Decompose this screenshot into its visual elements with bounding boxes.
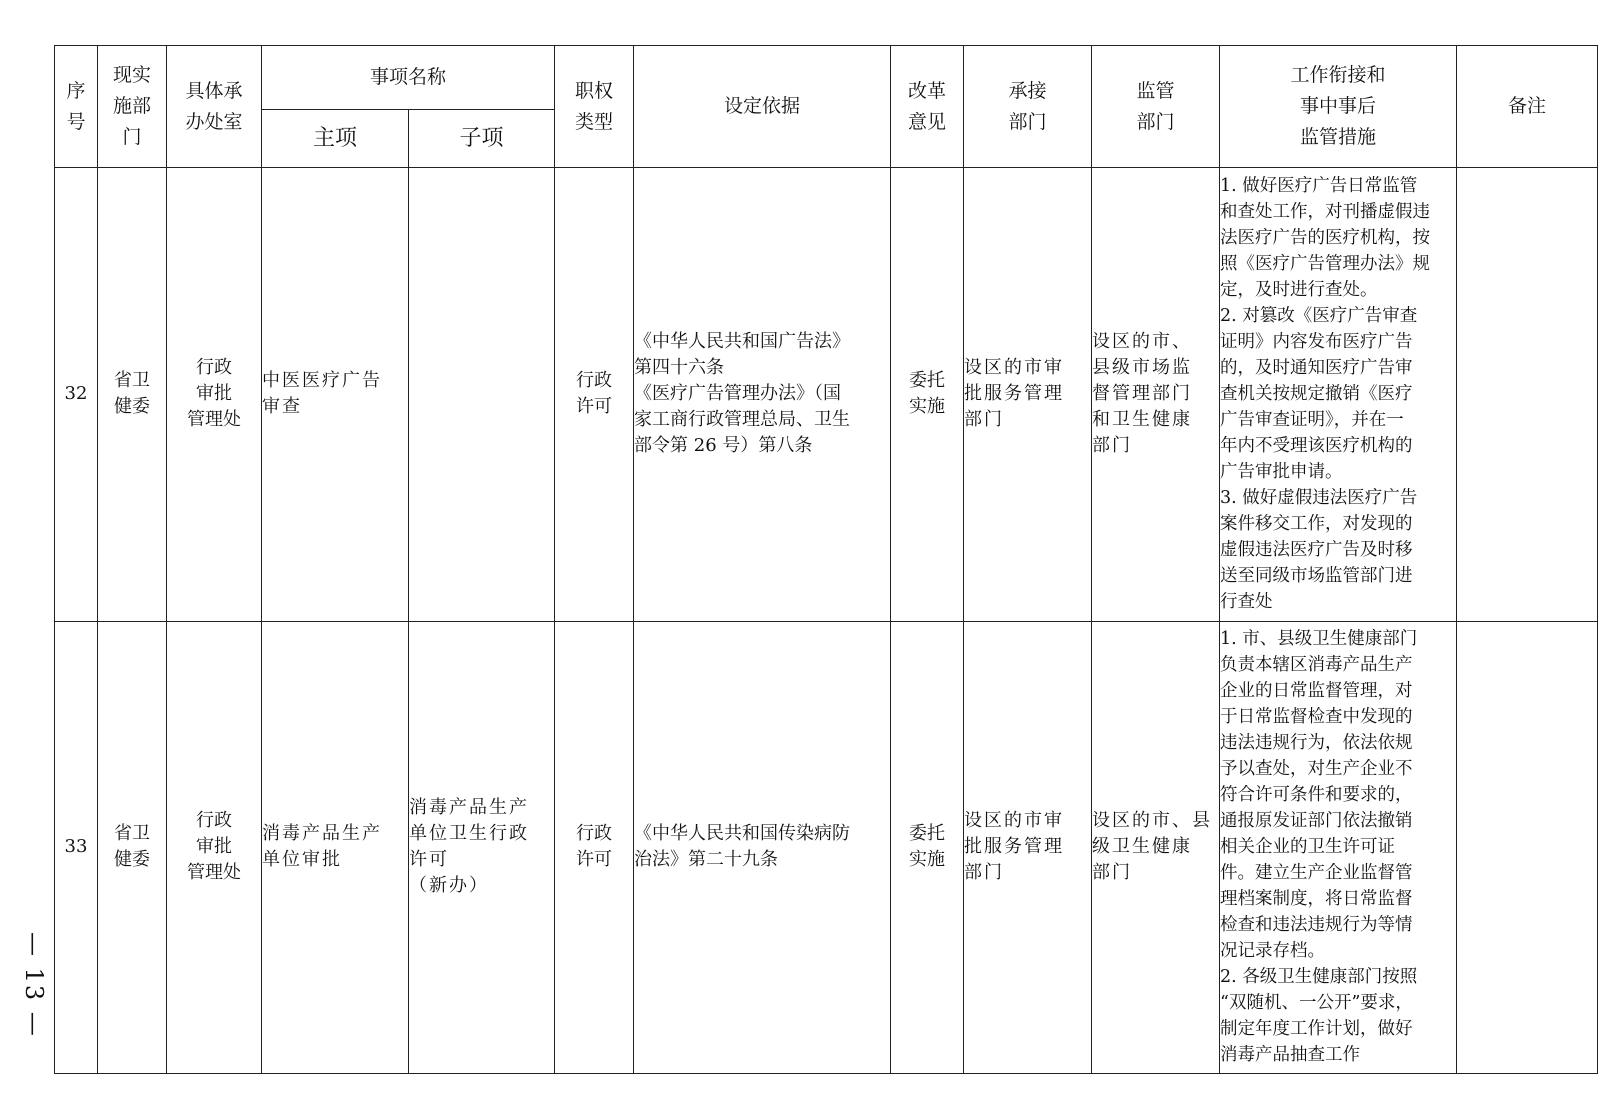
cell-seq: 33 xyxy=(55,621,98,1074)
cell-office: 行政 审批 管理处 xyxy=(167,168,262,622)
header-main-item: 主项 xyxy=(262,110,409,168)
cell-reform: 委托 实施 xyxy=(891,621,964,1074)
cell-measures: 1. 做好医疗广告日常监管 和查处工作，对刊播虚假违 法医疗广告的医疗机构，按 照《医疗广告管理办法》规 定，及时进行查处。 2. 对篡改《医疗广告审查 证明》内容发布医疗广告 的，及时通知医疗广告审 查机关按规定撤销《医疗 广告审查证明》，并在一 年内不受理该医疗机构的 广告审批申请。 3. 做好虚假违法医疗广告 案件移交工作，对发现的 虚假违法医疗广告及时移 送至同级市场监管部门进 行查处 xyxy=(1220,168,1457,622)
header-supervising: 监管 部门 xyxy=(1092,46,1220,168)
header-power-type: 职权 类型 xyxy=(555,46,634,168)
cell-office: 行政 审批 管理处 xyxy=(167,621,262,1074)
cell-undertaking: 设区的市审 批服务管理 部门 xyxy=(964,168,1092,622)
approval-items-table xyxy=(54,45,1598,1074)
header-sub-item: 子项 xyxy=(409,110,555,168)
cell-dept: 省卫 健委 xyxy=(98,168,167,622)
table-row xyxy=(55,168,1598,622)
header-seq: 序 号 xyxy=(55,46,98,168)
header-measures: 工作衔接和 事中事后 监管措施 xyxy=(1220,46,1457,168)
cell-power-type: 行政 许可 xyxy=(555,621,634,1074)
cell-main-item: 消毒产品生产 单位审批 xyxy=(262,621,409,1074)
cell-basis: 《中华人民共和国广告法》 第四十六条 《医疗广告管理办法》（国 家工商行政管理总局、卫生 部令第 26 号）第八条 xyxy=(634,168,891,622)
page-number xyxy=(14,910,54,1060)
cell-measures: 1. 市、县级卫生健康部门 负责本辖区消毒产品生产 企业的日常监督管理，对 于日常监督检查中发现的 违法违规行为，依法依规 予以查处，对生产企业不 符合许可条件和要求的， 通报原发证部门依法撤销 相关企业的卫生许可证 件。建立生产企业监督管 理档案制度，将日常监督 检查和违法违规行为等情 况记录存档。 2. 各级卫生健康部门按照 “双随机、一公开”要求， 制定年度工作计划，做好 消毒产品抽查工作 xyxy=(1220,621,1457,1074)
cell-sub-item xyxy=(409,168,555,622)
cell-supervising: 设区的市、 县级市场监 督管理部门 和卫生健康 部门 xyxy=(1092,168,1220,622)
cell-basis: 《中华人民共和国传染病防 治法》第二十九条 xyxy=(634,621,891,1074)
header-office: 具体承 办处室 xyxy=(167,46,262,168)
cell-remarks xyxy=(1457,621,1598,1074)
cell-remarks xyxy=(1457,168,1598,622)
cell-power-type: 行政 许可 xyxy=(555,168,634,622)
cell-main-item: 中医医疗广告 审查 xyxy=(262,168,409,622)
cell-undertaking: 设区的市审 批服务管理 部门 xyxy=(964,621,1092,1074)
cell-supervising: 设区的市、县 级卫生健康 部门 xyxy=(1092,621,1220,1074)
cell-reform: 委托 实施 xyxy=(891,168,964,622)
header-item-name: 事项名称 xyxy=(262,46,555,110)
header-basis: 设定依据 xyxy=(634,46,891,168)
page-number-text: — 13 — xyxy=(20,932,48,1038)
cell-dept: 省卫 健委 xyxy=(98,621,167,1074)
header-remarks: 备注 xyxy=(1457,46,1598,168)
table-row xyxy=(55,621,1598,1074)
cell-sub-item: 消毒产品生产 单位卫生行政 许可 （新办） xyxy=(409,621,555,1074)
cell-seq: 32 xyxy=(55,168,98,622)
header-undertaking: 承接 部门 xyxy=(964,46,1092,168)
header-dept: 现实 施部 门 xyxy=(98,46,167,168)
page-number-value: 13 xyxy=(20,967,48,1003)
header-reform: 改革 意见 xyxy=(891,46,964,168)
